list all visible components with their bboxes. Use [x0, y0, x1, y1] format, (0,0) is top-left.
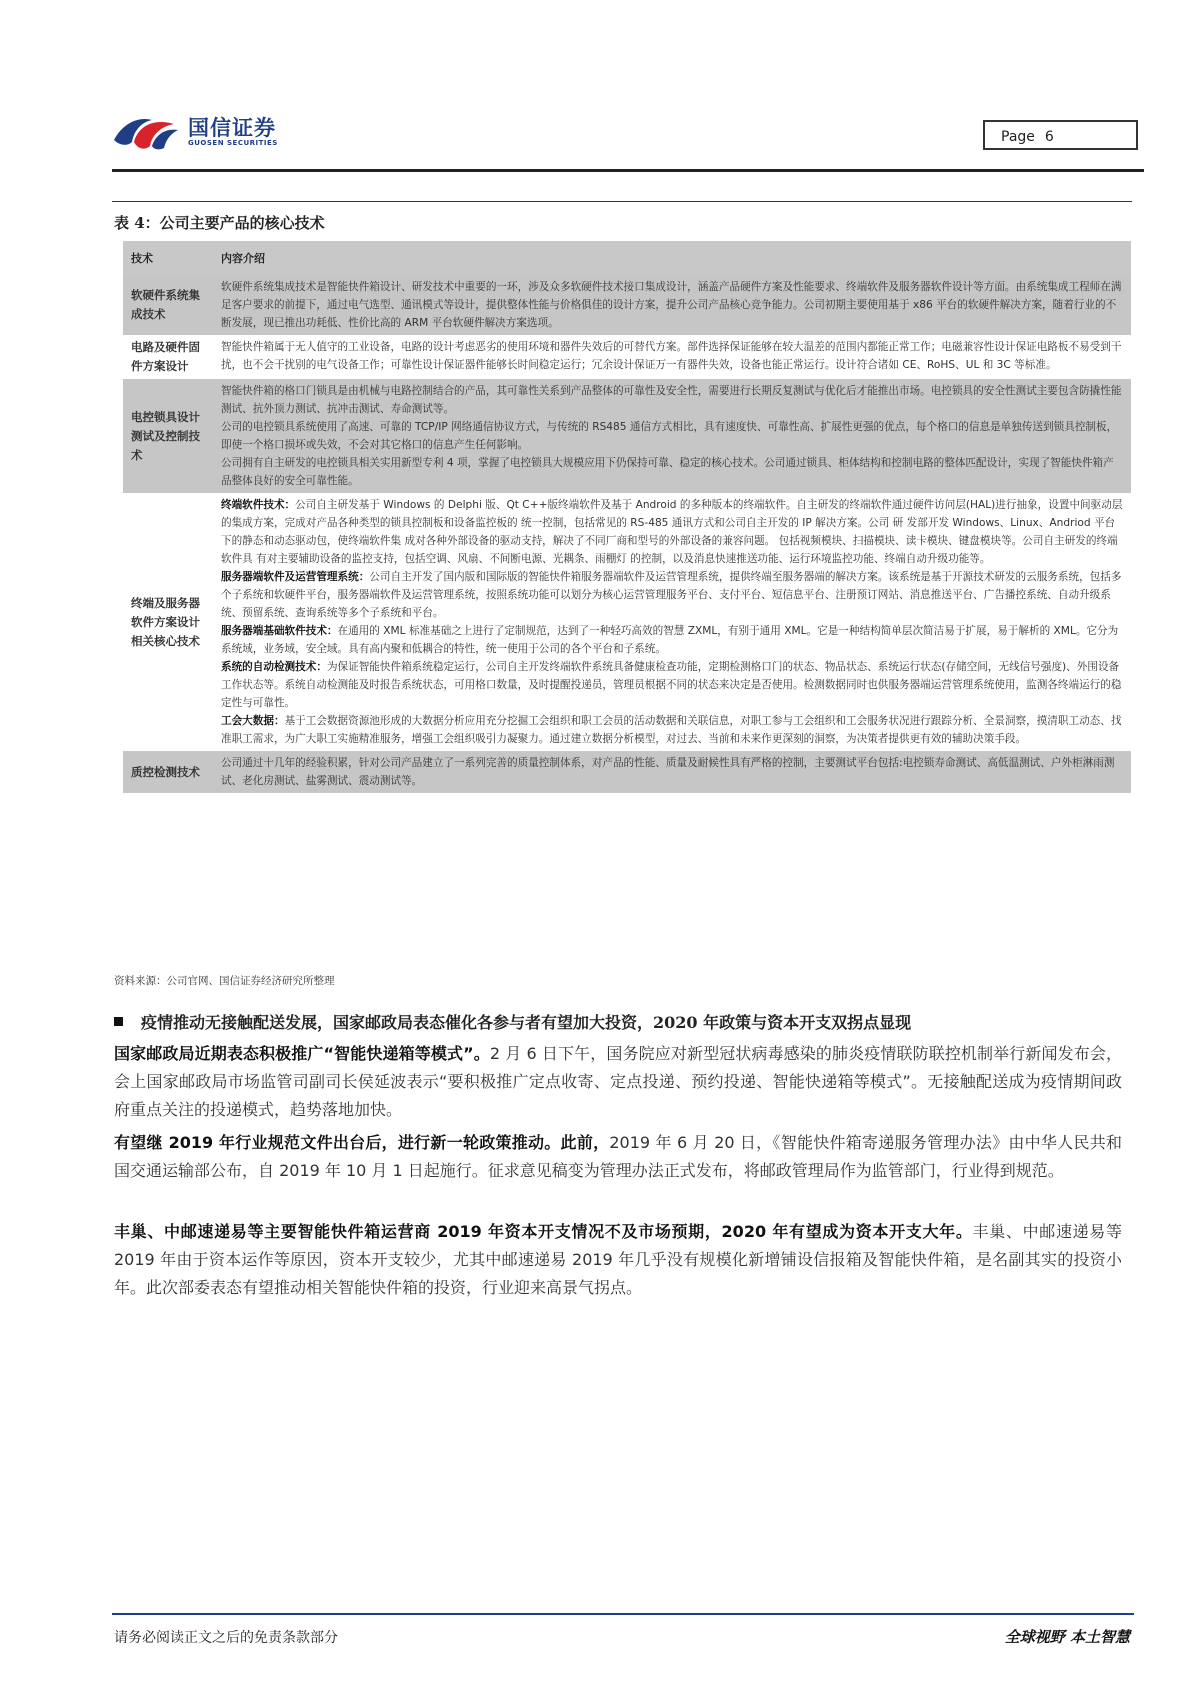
row-label: 软硬件系统集成技术 [123, 275, 213, 335]
table-row [123, 275, 1131, 335]
logo-chinese-name: 国信证券 [188, 116, 276, 140]
paragraph-2 [114, 1129, 1122, 1185]
row-item-head: 系统的自动检测技术： [221, 661, 327, 673]
row-content: 软硬件系统集成技术是智能快件箱设计、研发技术中重要的一环，涉及众多软硬件技术接口集成设计，涵盖产品硬件方案及性能要求、终端软件及服务器软件设计等方面。由系统集成工程师在满足客户要求的前提下，通过电气选型、通讯模式等设计，提供整体性能与价格俱佳的设计方案，提升公司产品核心竞争能力。公司初期主要使用基于 x86 平台的软硬件解决方案，随着行业的不断发展，现已推出功耗低、性价比高的 ARM 平台软硬件解决方案选项。 [213, 275, 1131, 335]
row-content: 智能快件箱属于无人值守的工业设备，电路的设计考虑恶劣的使用环境和器件失效后的可替代方案。部件选择保证能够在较大温差的范围内都能正常工作；电磁兼容性设计保证电路板不易受到干扰，也不会干扰别的电气设备工作；可靠性设计保证器件能够长时间稳定运行；冗余设计保证万一有器件失效，设备也能正常运行。设计符合诸如 CE、RoHS、UL 和 3C 等标准。 [213, 335, 1131, 379]
table-row [123, 751, 1131, 793]
paragraph-1 [114, 1040, 1122, 1124]
page-label: Page [1001, 129, 1035, 145]
row-content [213, 493, 1131, 751]
row-item-body: 公司自主研发基于 Windows 的 Delphi 版、Qt C++版终端软件及基于 Android 的多种版本的终端软件。自主研发的终端软件通过硬件访问层(HAL)进行抽象，设置中间驱动层的集成方案，完成对产品各种类型的锁具控制板和设备监控板的 统一控制，包括常见的 RS-485 通讯方式和公司自主开发的 IP 解决方案。公司 研 发部开发 Windows、Linux、Andriod 平台下的静态和动态驱动包，使终端软件集 成对各种外部设备的驱动支持，解决了不同厂商和型号的外部设备的兼容问题。 包括视频模块、扫描模块、读卡模块、键盘模块等。公司自主研发的终端软件具 有对主要辅助设备的监控支持，包括空调、风扇、不间断电源、光耦条、雨棚灯 的控制，以及消息快速推送功能、运行环境监控功能、终端自动升级功能等。 [221, 499, 1123, 565]
paragraph-lead: 丰巢、中邮速递易等主要智能快件箱运营商 2019 年资本开支情况不及市场预期，2020 年有望成为资本开支大年。 [114, 1222, 973, 1241]
row-content [213, 379, 1131, 493]
row-label: 电控锁具设计测试及控制技术 [123, 379, 213, 493]
table-title: 表 4：公司主要产品的核心技术 [114, 214, 325, 232]
section-heading-text: 疫情推动无接触配送发展，国家邮政局表态催化各参与者有望加大投资，2020 年政策与资本开支双拐点显现 [141, 1013, 912, 1032]
row-label: 终端及服务器软件方案设计相关核心技术 [123, 493, 213, 751]
row-item [221, 496, 1123, 568]
table-row [123, 493, 1131, 751]
row-paragraph: 公司的电控锁具系统使用了高速、可靠的 TCP/IP 网络通信协议方式，与传统的 RS485 通信方式相比，具有速度快、可靠性高、扩展性更强的优点，每个格口的信息是单独传送到锁具控制板，即使一个格口损坏或失效，不会对其它格口的信息产生任何影响。 [221, 421, 1118, 451]
table-source: 资料来源：公司官网、国信证券经济研究所整理 [114, 975, 335, 987]
footer-divider [112, 1613, 1134, 1615]
row-paragraph: 公司拥有自主研发的电控锁具相关实用新型专利 4 项，掌握了电控锁具大规模应用下仍保持可靠、稳定的核心技术。公司通过锁具、柜体结构和控制电路的整体匹配设计，实现了智能快件箱产品整体良好的安全可靠性能。 [221, 457, 1114, 487]
header-divider [112, 169, 1144, 172]
paragraph-lead: 有望继 2019 年行业规范文件出台后，进行新一轮政策推动。此前， [114, 1133, 610, 1152]
row-content: 公司通过十几年的经验积累，针对公司产品建立了一系列完善的质量控制体系，对产品的性能、质量及耐候性具有严格的控制，主要测试平台包括:电控锁寿命测试、高低温测试、户外柜淋雨测试、老化房测试、盐雾测试、震动测试等。 [213, 751, 1131, 793]
page-number: 6 [1044, 129, 1054, 145]
row-item-head: 服务器端软件及运营管理系统： [221, 571, 370, 583]
paragraph-body: 丰巢、中邮速递易等 2019 年由于资本运作等原因，资本开支较少，尤其中邮速递易 2019 年几乎没有规模化新增铺设信报箱及智能快件箱，是名副其实的投资小年。此次部委表态有望推动相关智能快件箱的投资，行业迎来高景气拐点。 [114, 1222, 1122, 1297]
row-label: 质控检测技术 [123, 751, 213, 793]
table-top-rule [112, 201, 1132, 202]
row-item-body: 在通用的 XML 标准基础之上进行了定制规范，达到了一种轻巧高效的智慧 ZXML，有别于通用 XML。它是一种结构简单层次简洁易于扩展，易于解析的 XML。它分为系统域，业务域，安全域。具有高内聚和低耦合的特性，统一使用于公司的各个平台和子系统。 [221, 625, 1119, 655]
row-item-body: 公司自主开发了国内版和国际版的智能快件箱服务器端软件及运营管理系统，提供终端至服务器端的解决方案。该系统是基于开源技术研发的云服务系统，包括多个子系统和软硬件平台，服务器端软件及运营管理系统，按照系统功能可以划分为核心运营管理服务平台、支付平台、短信息平台、注册预订网站、消息推送平台、广告播控系统、自动升级系统、预留系统、查询系统等多个子系统和平台。 [221, 571, 1122, 619]
logo-english-name: GUOSEN SECURITIES [188, 139, 278, 147]
row-label: 电路及硬件固件方案设计 [123, 335, 213, 379]
section-heading [114, 1010, 911, 1033]
logo-mark-icon [112, 110, 184, 154]
row-item-head: 服务器端基础软件技术： [221, 625, 338, 637]
column-header-content: 内容介绍 [213, 241, 1131, 275]
row-item [221, 568, 1123, 622]
table-header-row [123, 241, 1131, 275]
paragraph-body: 2 月 6 日下午，国务院应对新型冠状病毒感染的肺炎疫情联防联控机制举行新闻发布会，会上国家邮政局市场监管司副司长侯延波表示“要积极推广定点收寄、定点投递、预约投递、智能快递箱等模式”。无接触配送成为疫情期间政府重点关注的投递模式，趋势落地加快。 [114, 1044, 1122, 1119]
core-tech-table [123, 241, 1131, 793]
row-item [221, 658, 1123, 712]
table-row [123, 379, 1131, 493]
paragraph-lead: 国家邮政局近期表态积极推广“智能快递箱等模式”。 [114, 1044, 490, 1063]
row-item [221, 712, 1123, 748]
paragraph-body: 2019 年 6 月 20 日，《智能快件箱寄递服务管理办法》由中华人民共和国交通运输部公布，自 2019 年 10 月 1 日起施行。征求意见稿变为管理办法正式发布，将邮政管理局作为监管部门，行业得到规范。 [114, 1133, 1122, 1180]
row-item-body: 基于工会数据资源池形成的大数据分析应用充分挖掘工会组织和职工会员的活动数据和关联信息，对职工参与工会组织和工会服务状况进行跟踪分析、全景洞察，摸清职工动态、找准职工需求，为广大职工实施精准服务，增强工会组织吸引力凝聚力。通过建立数据分析模型，对过去、当前和未来作更深刻的洞察，为决策者提供更有效的辅助决策手段。 [221, 715, 1122, 745]
page-header [112, 110, 1142, 174]
footer-slogan: 全球视野 本土智慧 [1004, 1628, 1130, 1646]
footer-disclaimer: 请务必阅读正文之后的免责条款部分 [114, 1630, 338, 1646]
bullet-square-icon [114, 1017, 123, 1026]
row-item-head: 工会大数据： [221, 715, 285, 727]
row-item-head: 终端软件技术： [221, 499, 296, 511]
table-row [123, 335, 1131, 379]
column-header-tech: 技术 [123, 241, 213, 275]
row-paragraph: 智能快件箱的格口门锁具是由机械与电路控制结合的产品，其可靠性关系到产品整体的可靠性及安全性，需要进行长期反复测试与优化后才能推出市场。电控锁具的安全性测试主要包含防撬性能测试、抗外顶力测试、抗冲击测试、寿命测试等。 [221, 385, 1122, 415]
row-item-body: 为保证智能快件箱系统稳定运行，公司自主开发终端软件系统具备健康检查功能，定期检测格口门的状态、物品状态、系统运行状态(存储空间，无线信号强度)、外围设备工作状态等。系统自动检测能及时报告系统状态，可用格口数量，及时提醒投递员，管理员根据不同的状态来决定是否使用。检测数据同时也供服务器端运营管理系统使用，监测各终端运行的稳定性与可靠性。 [221, 661, 1122, 709]
row-item [221, 622, 1123, 658]
guosen-logo [112, 110, 312, 156]
page-indicator [983, 120, 1138, 150]
paragraph-3 [114, 1218, 1122, 1302]
